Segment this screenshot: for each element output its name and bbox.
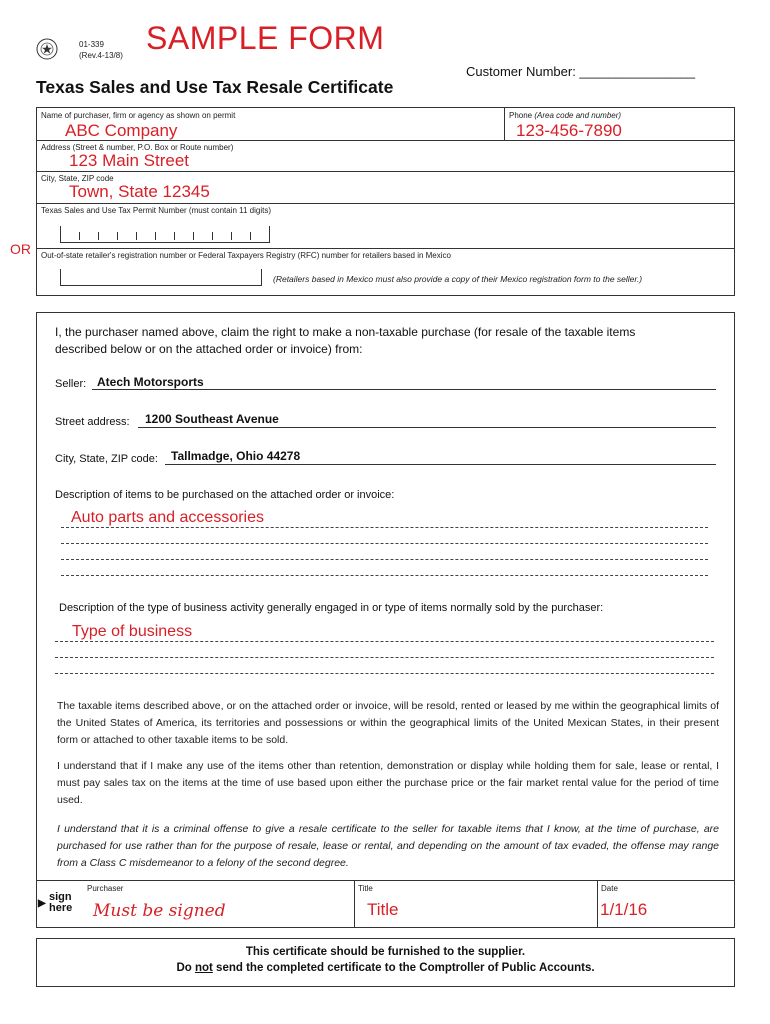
purchaser-name-label: Name of purchaser, firm or agency as shown on permit [41, 111, 236, 120]
purchaser-info-box [36, 107, 735, 296]
phone-value[interactable]: 123-456-7890 [516, 121, 622, 140]
sign-here-line1: sign [49, 891, 72, 903]
permit-digit-tick [193, 232, 194, 240]
claim-intro: I, the purchaser named above, claim the right to make a non-taxable purchase (for resale of the taxable items described below or on the attached order or invoice) from: [55, 325, 636, 356]
form-number: 01-339 [79, 40, 104, 49]
business-lines [55, 623, 714, 679]
row-divider-3 [37, 203, 734, 204]
permit-digit-tick [250, 232, 251, 240]
footer-line1: This certificate should be furnished to the supplier. [245, 946, 526, 958]
date-value[interactable]: 1/1/16 [600, 900, 648, 919]
row-divider-4 [37, 248, 734, 249]
permit-digit-tick [174, 232, 175, 240]
sample-form-label: SAMPLE FORM [146, 20, 385, 56]
business-label: Description of the type of business activity generally engaged in or type of items normally sold by the purchaser: [59, 602, 604, 614]
phone-label [509, 111, 621, 120]
permit-box-edge-right [269, 226, 270, 242]
sign-here-line2: here [49, 902, 73, 914]
permit-digit-tick [136, 232, 137, 240]
footer-not: not [194, 962, 213, 974]
out-of-state-input[interactable] [60, 269, 262, 286]
resale-statement: The taxable items described above, or on the attached order or invoice, will be resold, rented or leased by me within the geographical limits of the United States of America, its territories and possessions or within the geographical limits of the United Mexican States, in their present form or attached to other taxable items to be sold. [57, 700, 719, 746]
permit-label: Texas Sales and Use Tax Permit Number (must contain 11 digits) [41, 206, 272, 215]
claim-city-label: City, State, ZIP code: [55, 453, 158, 465]
permit-digit-tick [79, 232, 80, 240]
date-divider [597, 881, 598, 927]
permit-box-edge-left [60, 226, 61, 242]
claim-box [36, 312, 735, 881]
purchaser-signature[interactable]: Must be signed [93, 901, 226, 921]
city-label: City, State, ZIP code [41, 174, 114, 183]
use-tax-statement: I understand that if I make any use of the items other than retention, demonstration or display while holding them for sale, lease or rental, I must pay sales tax on the items at the time of use based upon either the purchase price or the fair market rental value for the period of time used. [57, 760, 719, 806]
seller-value[interactable]: Atech Motorsports [97, 375, 204, 389]
phone-label-hint: (Area code and number) [534, 111, 622, 120]
items-line [61, 559, 708, 560]
footer-line2 [37, 962, 734, 974]
items-value[interactable]: Auto parts and accessories [71, 509, 264, 526]
items-line [61, 575, 708, 576]
customer-number-label: Customer Number: ________________ [466, 64, 696, 79]
footer-line2-prefix: Do [176, 962, 195, 974]
permit-digit-tick [212, 232, 213, 240]
page-title: Texas Sales and Use Tax Resale Certificate [36, 77, 394, 97]
footer-line2-suffix: send the completed certificate to the Comptroller of Public Accounts. [212, 962, 595, 974]
phone-label-text: Phone [509, 111, 535, 120]
title-divider [354, 881, 355, 927]
title-label: Title [358, 884, 373, 893]
address-label: Address (Street & number, P.O. Box or Route number) [41, 143, 234, 152]
items-line [61, 527, 708, 528]
permit-digit-boxes[interactable] [60, 232, 270, 243]
out-of-state-label: Out-of-state retailer's registration number or Federal Taxpayers Registry (RFC) number for retailers based in Mexico [41, 251, 451, 260]
business-line [55, 673, 714, 674]
seller-label: Seller: [55, 378, 87, 390]
row-divider-2 [37, 171, 734, 172]
city-line [165, 464, 716, 465]
permit-digit-tick [231, 232, 232, 240]
date-label: Date [601, 884, 618, 893]
mexico-note: (Retailers based in Mexico must also provide a copy of their Mexico registration form to the seller.) [273, 274, 643, 284]
business-line [55, 641, 714, 642]
city-row [55, 449, 716, 465]
street-label: Street address: [55, 416, 130, 428]
phone-divider [504, 108, 505, 140]
street-row [55, 412, 716, 428]
street-line [138, 427, 716, 428]
items-line [61, 543, 708, 544]
sign-here-icon: ▶ sign here [43, 892, 77, 918]
criminal-offense-statement: I understand that it is a criminal offense to give a resale certificate to the seller for taxable items that I know, at the time of purchase, are purchased for use rather than for the purpose of resale, lease or rental, and depending on the amount of tax evaded, the offense may range from a Class C misdemeanor to a felony of the second degree. [57, 823, 719, 869]
row-divider-1 [37, 140, 734, 141]
permit-digit-tick [98, 232, 99, 240]
form-revision: (Rev.4-13/8) [79, 51, 123, 60]
items-lines [61, 509, 708, 579]
seller-line [92, 389, 716, 390]
purchaser-name-value[interactable]: ABC Company [65, 121, 178, 140]
footer-notice [36, 938, 735, 987]
signature-row [36, 880, 735, 928]
business-line [55, 657, 714, 658]
street-value[interactable]: 1200 Southeast Avenue [145, 412, 279, 426]
permit-digit-tick [155, 232, 156, 240]
address-value[interactable]: 123 Main Street [69, 151, 190, 170]
title-value[interactable]: Title [367, 900, 399, 919]
city-value[interactable]: Town, State 12345 [69, 182, 210, 201]
seller-row [55, 375, 716, 391]
items-label: Description of items to be purchased on the attached order or invoice: [55, 489, 395, 501]
permit-digit-tick [117, 232, 118, 240]
purchaser-label: Purchaser [87, 884, 124, 893]
claim-city-value[interactable]: Tallmadge, Ohio 44278 [171, 449, 301, 463]
business-value[interactable]: Type of business [72, 623, 193, 640]
or-label: OR [10, 241, 31, 257]
comptroller-seal-icon [36, 38, 58, 60]
